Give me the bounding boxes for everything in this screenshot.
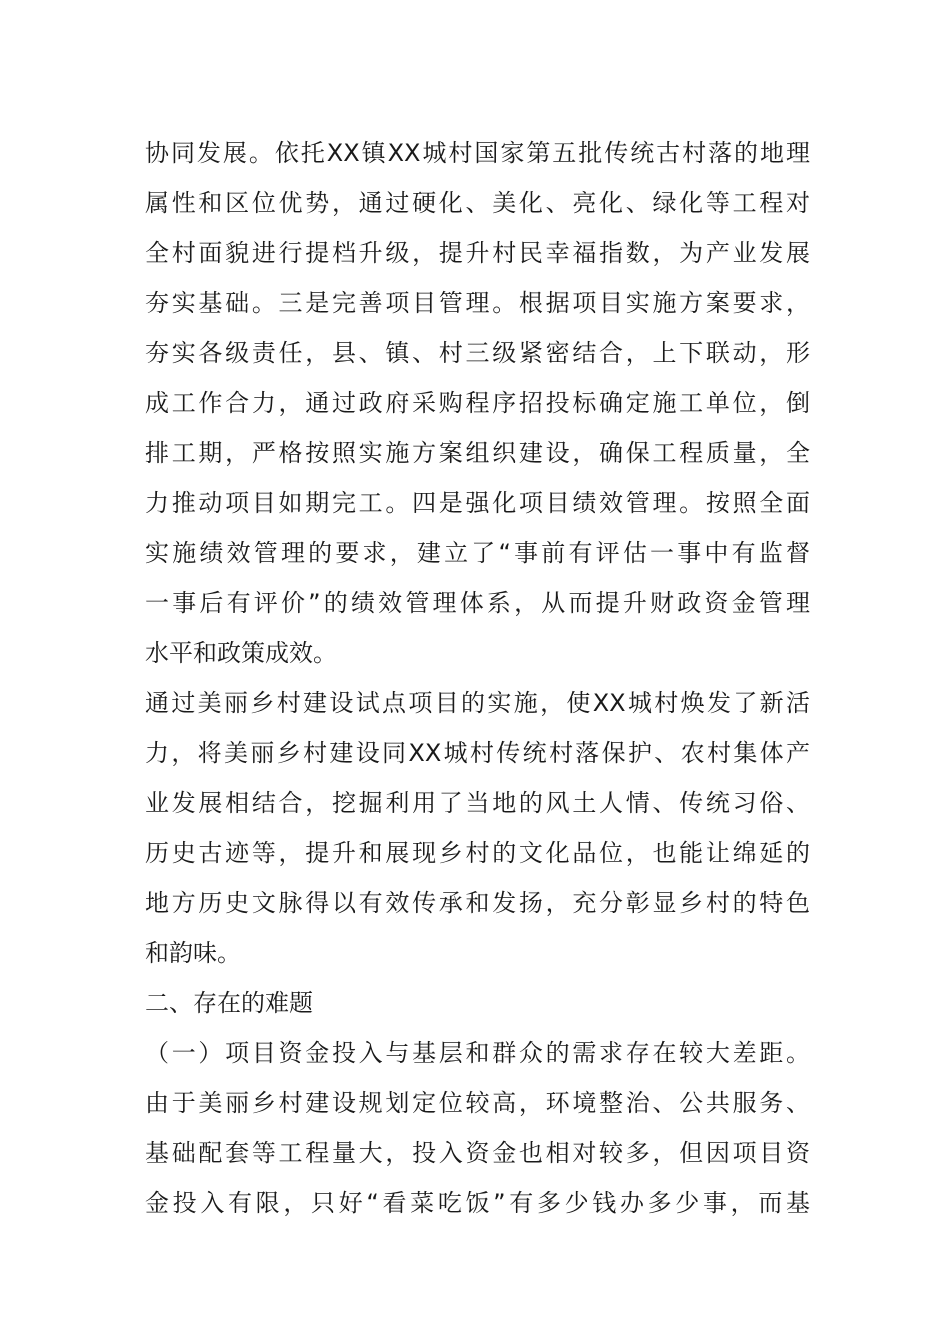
text-line: 由于美丽乡村建设规划定位较高，环境整治、公共服务、 (145, 1089, 810, 1117)
text-line: 基础配套等工程量大，投入资金也相对较多，但因项目资 (145, 1139, 810, 1167)
text-line: 通过美丽乡村建设试点项目的实施，使XX城村焕发了新活 (145, 689, 810, 717)
text-line: 业发展相结合，挖掘利用了当地的风土人情、传统习俗、 (145, 789, 810, 817)
paragraph-end-line: 和韵味。 (145, 939, 241, 967)
text-line: 夯实基础。三是完善项目管理。根据项目实施方案要求， (145, 289, 810, 317)
document-body (145, 128, 810, 1228)
text-line: 属性和区位优势，通过硬化、美化、亮化、绿化等工程对 (145, 189, 810, 217)
paragraph-end-line: 水平和政策成效。 (145, 639, 337, 667)
text-line: 夯实各级责任，县、镇、村三级紧密结合，上下联动，形 (145, 339, 810, 367)
subsection-heading: （一）项目资金投入与基层和群众的需求存在较大差距。 (145, 1039, 810, 1067)
text-line: 力，将美丽乡村建设同XX城村传统村落保护、农村集体产 (145, 739, 810, 767)
text-line: 地方历史文脉得以有效传承和发扬，充分彰显乡村的特色 (145, 889, 810, 917)
text-line: 金投入有限，只好“看菜吃饭”有多少钱办多少事，而基 (145, 1189, 810, 1217)
text-line: 实施绩效管理的要求，建立了“事前有评估一事中有监督 (145, 539, 810, 567)
text-line: 协同发展。依托XX镇XX城村国家第五批传统古村落的地理 (145, 139, 810, 167)
text-line: 全村面貌进行提档升级，提升村民幸福指数，为产业发展 (145, 239, 810, 267)
text-line: 力推动项目如期完工。四是强化项目绩效管理。按照全面 (145, 489, 810, 517)
text-line: 成工作合力，通过政府采购程序招投标确定施工单位，倒 (145, 389, 810, 417)
section-heading: 二、存在的难题 (145, 989, 313, 1017)
text-line: 一事后有评价”的绩效管理体系，从而提升财政资金管理 (145, 589, 810, 617)
text-line: 排工期，严格按照实施方案组织建设，确保工程质量，全 (145, 439, 810, 467)
text-line: 历史古迹等，提升和展现乡村的文化品位，也能让绵延的 (145, 839, 810, 867)
